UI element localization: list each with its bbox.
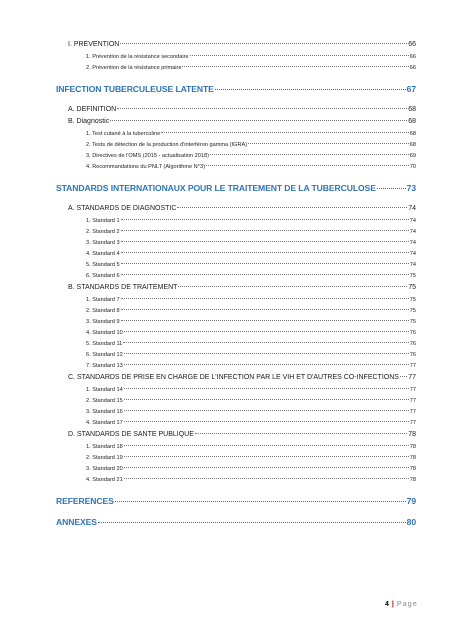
toc-dot-leader <box>195 433 407 434</box>
page-number: 4 <box>384 601 389 608</box>
toc-entry-page: 75 <box>409 307 416 314</box>
toc-dot-leader <box>124 467 409 468</box>
toc-entry-label: INFECTION TUBERCULEUSE LATENTE <box>56 83 214 94</box>
toc-entry-level-2[interactable] <box>56 104 416 117</box>
toc-entry-page: 68 <box>408 118 416 126</box>
toc-dot-leader <box>377 188 406 189</box>
toc-entry-label: 3. Standard 3 <box>86 239 120 246</box>
toc-entry-level-3[interactable] <box>56 63 416 74</box>
toc-dot-leader <box>121 274 409 275</box>
toc-dot-leader <box>124 421 409 422</box>
toc-entry-page: 75 <box>409 318 416 325</box>
toc-entry-label: 1. Standard 18 <box>86 443 123 450</box>
toc-entry-level-3[interactable] <box>56 453 416 464</box>
toc-entry-page: 79 <box>406 496 416 507</box>
toc-entry-label: C. STANDARDS DE PRISE EN CHARGE DE L'INFECTION PAR LE VIH ET D'AUTRES CO-INFECTIONS <box>68 374 399 382</box>
toc-entry-page: 78 <box>409 443 416 450</box>
toc-entry-page: 78 <box>409 476 416 483</box>
toc-entry-level-3[interactable] <box>56 238 416 249</box>
toc-entry-label: I. PREVENTION <box>68 41 120 48</box>
toc-entry-level-3[interactable] <box>56 140 416 151</box>
toc-entry-level-1[interactable] <box>56 495 416 507</box>
toc-dot-leader <box>124 410 409 411</box>
toc-entry-label: 6. Standard 12 <box>86 352 123 359</box>
toc-entry-page: 74 <box>409 217 416 224</box>
toc-entry-label: A. DEFINITION <box>68 105 117 113</box>
toc-dot-leader <box>121 320 409 321</box>
toc-entry-level-3[interactable] <box>56 350 416 361</box>
toc-entry-page: 74 <box>408 205 416 213</box>
toc-entry-page: 74 <box>409 261 416 268</box>
toc-entry-label: 4. Standard 4 <box>86 250 120 257</box>
toc-entry-page: 73 <box>406 183 416 194</box>
toc-dot-leader <box>161 132 409 133</box>
toc-dot-leader <box>123 342 408 343</box>
toc-entry-level-3[interactable] <box>56 295 416 306</box>
table-of-contents <box>56 39 416 528</box>
toc-entry-label: 5. Standard 11 <box>86 341 123 347</box>
toc-entry-page: 66 <box>408 41 416 48</box>
toc-entry-label: D. STANDARDS DE SANTE PUBLIQUE <box>68 431 194 439</box>
toc-entry-page: 77 <box>409 397 416 404</box>
toc-entry-level-3[interactable] <box>56 317 416 328</box>
toc-dot-leader <box>178 286 407 287</box>
toc-entry-label: A. STANDARDS DE DIAGNOSTIC <box>68 205 177 213</box>
toc-entry-label: 3. Standard 16 <box>86 408 123 415</box>
toc-entry-label: 7. Standard 13 <box>86 363 123 370</box>
toc-dot-leader <box>124 399 409 400</box>
toc-entry-level-2[interactable] <box>56 282 416 295</box>
toc-entry-page: 78 <box>409 465 416 472</box>
toc-entry-level-3[interactable] <box>56 361 416 372</box>
toc-entry-label: 2. Standard 15 <box>86 397 123 404</box>
toc-dot-leader <box>98 522 406 523</box>
toc-entry-level-2[interactable] <box>56 39 416 52</box>
toc-entry-label: STANDARDS INTERNATIONAUX POUR LE TRAITEMENT DE LA TUBERCULOSE <box>56 183 376 194</box>
toc-entry-label: 2. Tests de détection de la production d'interféron gamma (IGRA) <box>86 141 248 148</box>
toc-entry-label: 3. Standard 9 <box>86 318 120 325</box>
toc-entry-level-3[interactable] <box>56 407 416 418</box>
toc-entry-label: 1. Test cutané à la tuberculine <box>86 130 161 137</box>
page-footer <box>385 601 418 608</box>
toc-entry-label: 1. Standard 1 <box>86 217 120 224</box>
toc-entry-level-3[interactable] <box>56 464 416 475</box>
toc-entry-label: 4. Recommandations du PNLT (Algorithme N°3) <box>86 163 205 170</box>
footer-separator: | <box>391 601 394 608</box>
toc-dot-leader <box>190 55 409 56</box>
toc-dot-leader <box>120 43 407 44</box>
toc-entry-page: 78 <box>409 454 416 461</box>
toc-dot-leader <box>248 143 409 144</box>
toc-entry-level-2[interactable] <box>56 372 416 385</box>
toc-entry-page: 75 <box>409 273 416 280</box>
toc-entry-page: 74 <box>409 228 416 235</box>
toc-dot-leader <box>124 388 409 389</box>
toc-entry-level-3[interactable] <box>56 339 416 350</box>
toc-dot-leader <box>110 120 407 121</box>
toc-entry-label: 2. Standard 19 <box>86 454 123 461</box>
toc-dot-leader <box>124 478 409 479</box>
toc-entry-level-2[interactable] <box>56 203 416 216</box>
toc-entry-label: 4. Standard 17 <box>86 420 123 427</box>
toc-entry-level-3[interactable] <box>56 129 416 140</box>
toc-dot-leader <box>124 353 409 354</box>
toc-dot-leader <box>206 165 409 166</box>
toc-entry-level-3[interactable] <box>56 396 416 407</box>
toc-entry-level-2[interactable] <box>56 429 416 442</box>
toc-entry-label: 4. Standard 10 <box>86 329 123 336</box>
toc-entry-page: 74 <box>409 239 416 246</box>
toc-entry-page: 76 <box>409 352 416 359</box>
toc-entry-label: 1. Prévention de la résistance secondaire <box>86 53 189 60</box>
toc-entry-page: 66 <box>409 64 416 71</box>
toc-dot-leader <box>124 445 409 446</box>
toc-entry-label: 6. Standard 6 <box>86 273 120 280</box>
toc-entry-page: 77 <box>409 408 416 415</box>
toc-dot-leader <box>115 501 406 502</box>
toc-entry-level-3[interactable] <box>56 227 416 238</box>
toc-entry-level-1[interactable] <box>56 182 416 194</box>
toc-entry-level-3[interactable] <box>56 418 416 429</box>
toc-entry-page: 77 <box>408 374 416 382</box>
toc-dot-leader <box>177 207 407 208</box>
toc-entry-label: 2. Standard 8 <box>86 307 120 314</box>
toc-entry-label: 1. Standard 14 <box>86 386 123 393</box>
toc-dot-leader <box>124 364 409 365</box>
toc-dot-leader <box>124 331 409 332</box>
toc-entry-level-3[interactable] <box>56 385 416 396</box>
toc-entry-page: 77 <box>409 363 416 370</box>
toc-dot-leader <box>215 89 406 90</box>
toc-dot-leader <box>121 298 409 299</box>
toc-entry-page: 78 <box>408 431 416 439</box>
toc-entry-page: 68 <box>409 141 416 148</box>
toc-entry-page: 80 <box>406 517 416 528</box>
toc-dot-leader <box>182 66 408 67</box>
toc-entry-page: 68 <box>409 130 416 137</box>
toc-dot-leader <box>121 309 409 310</box>
toc-entry-level-3[interactable] <box>56 260 416 271</box>
toc-entry-level-3[interactable] <box>56 216 416 227</box>
toc-entry-level-2[interactable] <box>56 116 416 129</box>
toc-entry-level-3[interactable] <box>56 328 416 339</box>
toc-dot-leader <box>117 108 407 109</box>
toc-dot-leader <box>121 230 409 231</box>
toc-entry-label: B. STANDARDS DE TRAITEMENT <box>68 284 178 292</box>
toc-entry-level-3[interactable] <box>56 52 416 63</box>
toc-entry-level-3[interactable] <box>56 475 416 486</box>
toc-entry-label: 3. Standard 20 <box>86 465 123 472</box>
toc-entry-label: 4. Standard 21 <box>86 476 123 483</box>
toc-entry-level-3[interactable] <box>56 271 416 282</box>
toc-entry-level-1[interactable] <box>56 516 416 528</box>
toc-entry-page: 68 <box>408 105 416 113</box>
toc-dot-leader <box>121 263 409 264</box>
toc-entry-page: 69 <box>409 152 416 159</box>
toc-entry-label: 3. Directives de l'OMS (2015 - actualisation 2018) <box>86 152 209 159</box>
toc-entry-label: 5. Standard 5 <box>86 261 120 268</box>
toc-entry-level-1[interactable] <box>56 83 416 95</box>
toc-entry-level-3[interactable] <box>56 162 416 173</box>
toc-entry-page: 77 <box>409 386 416 393</box>
toc-entry-level-3[interactable] <box>56 442 416 453</box>
toc-entry-page: 76 <box>409 341 416 347</box>
page-word: Page <box>396 601 418 608</box>
toc-dot-leader <box>210 154 409 155</box>
toc-entry-page: 75 <box>408 284 416 292</box>
toc-entry-page: 74 <box>409 250 416 257</box>
toc-entry-level-3[interactable] <box>56 306 416 317</box>
toc-dot-leader <box>124 456 409 457</box>
toc-entry-page: 67 <box>406 83 416 94</box>
toc-entry-label: 1. Standard 7 <box>86 296 120 303</box>
toc-dot-leader <box>121 219 409 220</box>
toc-entry-label: 2. Standard 2 <box>86 228 120 235</box>
toc-entry-label: ANNEXES <box>56 517 97 528</box>
toc-dot-leader <box>121 252 409 253</box>
toc-entry-page: 70 <box>409 163 416 170</box>
toc-entry-level-3[interactable] <box>56 151 416 162</box>
toc-entry-page: 76 <box>409 329 416 336</box>
toc-entry-page: 75 <box>409 296 416 303</box>
toc-entry-page: 77 <box>409 420 416 427</box>
toc-entry-level-3[interactable] <box>56 249 416 260</box>
toc-entry-label: REFERENCES <box>56 496 114 507</box>
toc-dot-leader <box>400 376 407 377</box>
toc-entry-page: 66 <box>409 53 416 60</box>
toc-entry-label: B. Diagnostic <box>68 118 110 126</box>
toc-dot-leader <box>121 241 409 242</box>
toc-entry-label: 2. Prévention de la résistance primaire <box>86 64 182 71</box>
